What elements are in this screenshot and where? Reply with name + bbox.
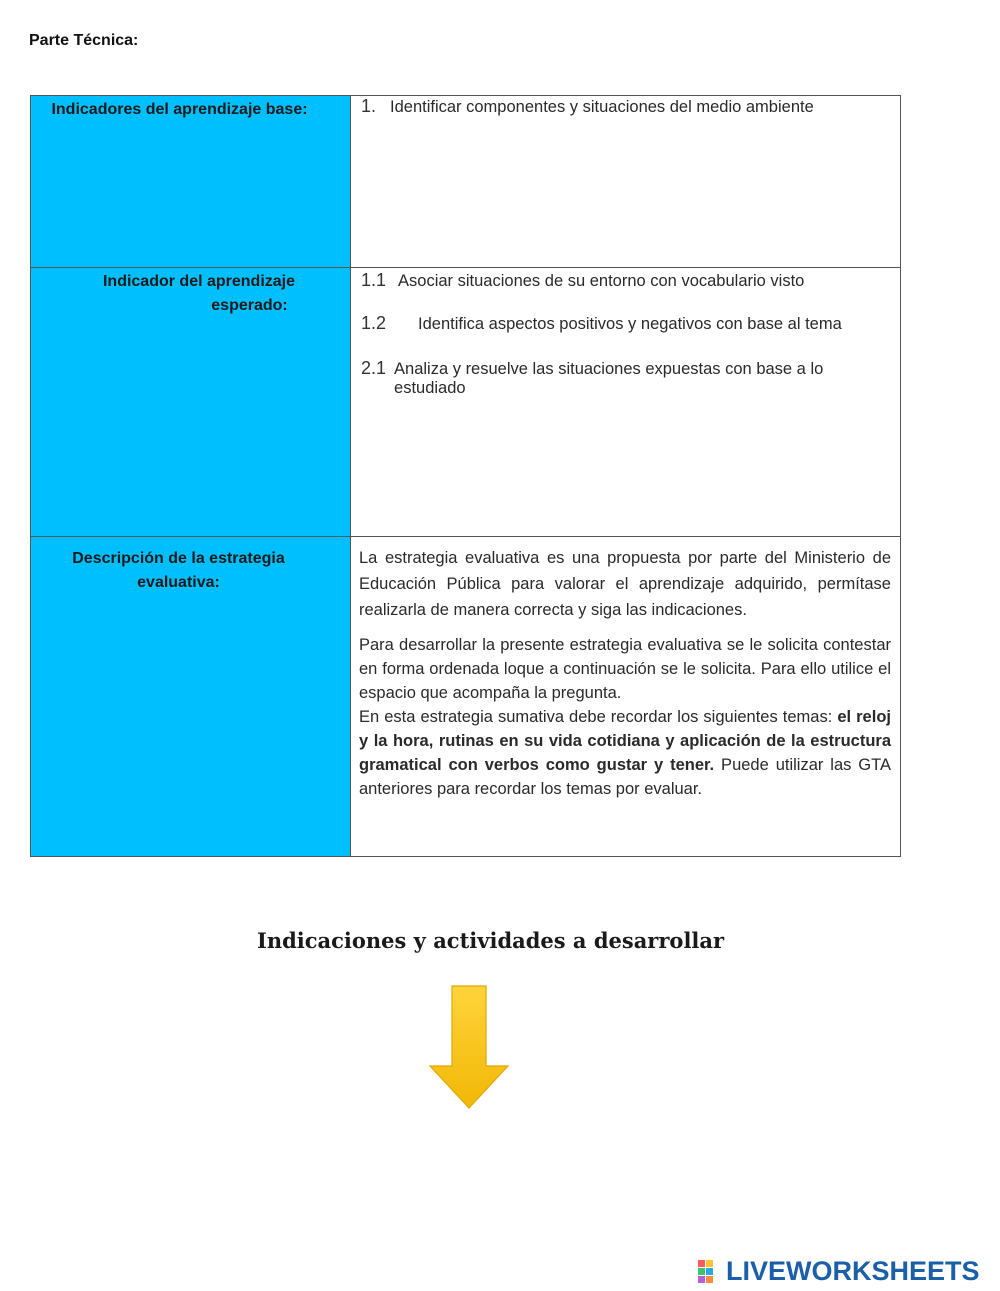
table-row <box>31 268 901 537</box>
row-content-expected-indicator <box>351 268 901 537</box>
indicator-item <box>359 313 891 334</box>
row-label-line1: Indicador del aprendizaje <box>102 273 296 290</box>
row-content-base-indicators <box>351 96 901 268</box>
indicator-item <box>359 270 891 291</box>
indicator-text: Asociar situaciones de su entorno con vocabulario visto <box>398 272 805 290</box>
description-paragraph: Para desarrollar la presente estrategia evaluativa se le solicita contestar en forma ordenada loque a continuación se le solicita. Para ello utilice el espacio que acompaña la pregunta. <box>359 636 891 702</box>
logo-text: LIVEWORKSHEETS <box>726 1256 980 1286</box>
description-paragraph: La estrategia evaluativa es una propuesta por parte del Ministerio de Educación Pública para valorar el aprendizaje adquirido, permítase realizarla de manera correcta y siga las indicaciones. <box>359 549 891 619</box>
row-label-base-indicators: Indicadores del aprendizaje base: <box>31 96 351 268</box>
indicator-text: Identificar componentes y situaciones del medio ambiente <box>390 98 814 116</box>
topics-bold: el reloj y la hora, rutinas en su vida cotidiana y aplicación de la estructura gramatical con verbos como gustar y tener. <box>359 708 891 774</box>
indicator-text: Identifica aspectos positivos y negativos con base al tema <box>418 315 842 333</box>
indicator-item <box>359 96 891 117</box>
activities-heading: Indicaciones y actividades a desarrollar <box>257 928 725 953</box>
topics-intro: En esta estrategia sumativa debe recordar los siguientes temas: <box>359 708 838 726</box>
description-paragraph-topics <box>359 705 891 801</box>
technical-table <box>30 95 901 857</box>
indicator-text: Analiza y resuelve las situaciones expuestas con base a lo estudiado <box>394 360 824 397</box>
indicator-number: 1. <box>361 96 377 116</box>
indicator-number: 1.1 <box>361 270 387 290</box>
topics-end: Puede utilizar las GTA anteriores para recordar los temas por evaluar. <box>359 756 891 798</box>
indicator-item <box>359 358 891 398</box>
row-content-strategy-description <box>351 537 901 857</box>
row-label-strategy-description: Descripción de la estrategia evaluativa: <box>31 537 351 857</box>
table-row <box>31 537 901 857</box>
down-arrow-icon <box>428 984 510 1115</box>
indicator-number: 1.2 <box>361 313 387 333</box>
row-label-line2: esperado: <box>211 297 288 314</box>
table-row <box>31 96 901 268</box>
row-label-expected-indicator <box>31 268 351 537</box>
indicator-number: 2.1 <box>361 358 387 378</box>
section-title: Parte Técnica: <box>29 32 139 49</box>
logo-blocks-icon <box>697 1259 723 1285</box>
liveworksheets-logo <box>697 1256 980 1287</box>
